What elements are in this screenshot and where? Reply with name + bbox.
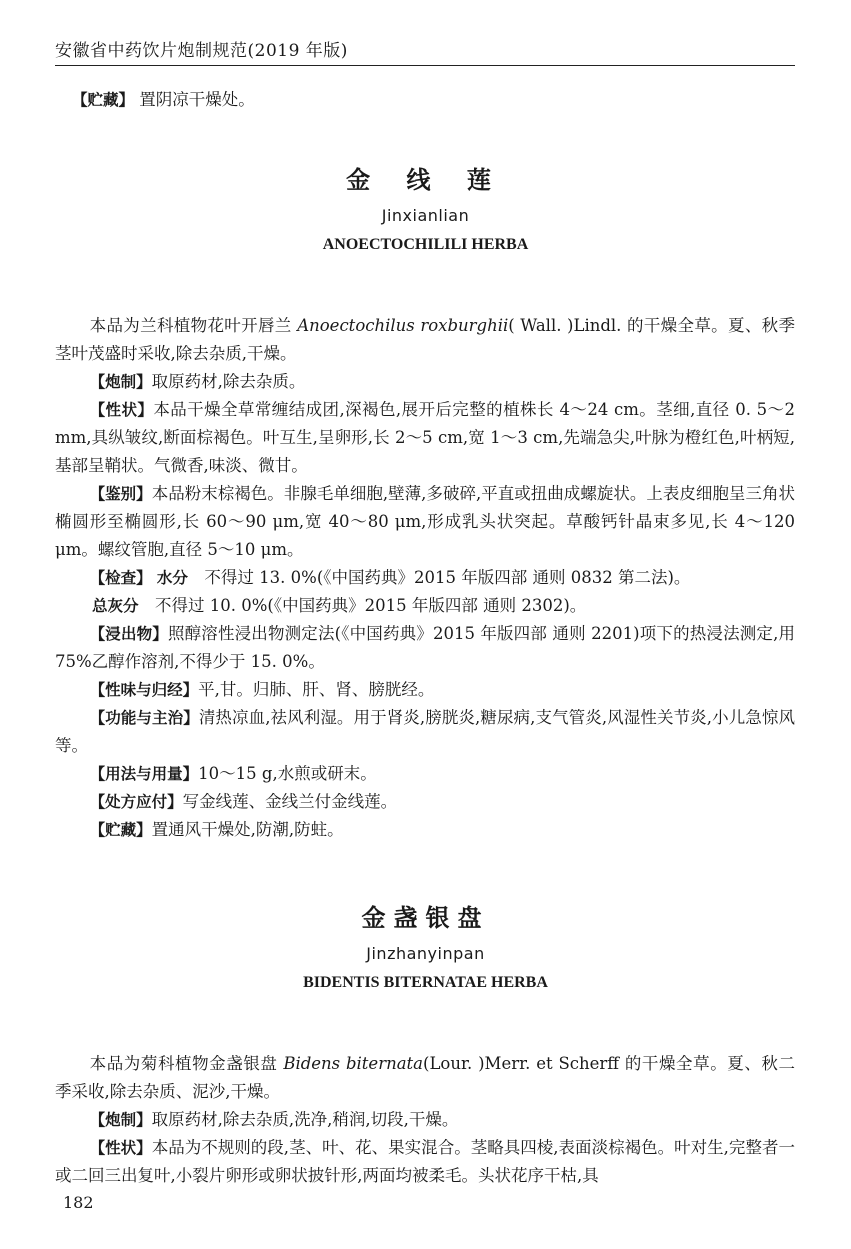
storage-paragraph <box>55 816 795 844</box>
section-label: 【性状】 <box>89 401 154 419</box>
character-paragraph <box>55 1134 795 1190</box>
entry-latin-name: BIDENTIS BITERNATAE HERBA <box>303 974 548 991</box>
extract-paragraph <box>55 620 795 676</box>
intro-text-a: 本品为兰科植物花叶开唇兰 <box>89 316 298 335</box>
entry-intro <box>55 1050 795 1106</box>
processing-paragraph <box>55 368 795 396</box>
storage-paragraph-top <box>72 86 812 114</box>
ash-paragraph <box>92 592 795 620</box>
species-name: Anoectochilus roxburghii <box>297 316 509 335</box>
section-label: 【贮藏】 <box>72 91 135 109</box>
entry-title: 金 线 莲 <box>346 166 505 194</box>
entry-pinyin: Jinzhanyinpan <box>366 944 485 963</box>
section-label: 【功能与主治】 <box>89 709 199 727</box>
entry-title: 金盏银盘 <box>361 904 490 932</box>
section-text: 置通风干燥处,防潮,防蛀。 <box>151 820 344 839</box>
dosage-paragraph <box>55 760 795 788</box>
entry-intro <box>55 312 795 368</box>
identification-paragraph <box>55 480 795 564</box>
section-text: 本品粉末棕褐色。非腺毛单细胞,壁薄,多破碎,平直或扭曲成螺旋状。上表皮细胞呈三角状椭圆形至椭圆形,长 60～90 μm,宽 40～80 μm,形成乳头状突起。草酸钙针晶束多见,长 4～120 μm。螺纹管胞,直径 5～10 μm。 <box>55 484 795 559</box>
header-rule <box>55 65 795 66</box>
entry-latin-name: ANOECTOCHILILI HERBA <box>322 236 529 253</box>
section-label: 【炮制】 <box>89 373 152 391</box>
section-label: 【浸出物】 <box>89 625 168 643</box>
character-paragraph <box>55 396 795 480</box>
section-text: 置阴凉干燥处。 <box>139 90 255 109</box>
section-text: 取原药材,除去杂质。 <box>151 372 306 391</box>
section-label: 【炮制】 <box>89 1111 152 1129</box>
section-text: 取原药材,除去杂质,洗净,稍润,切段,干燥。 <box>151 1110 459 1129</box>
section-label: 【性味与归经】 <box>89 681 199 699</box>
section-label: 【用法与用量】 <box>89 765 199 783</box>
section-label: 【检查】 <box>89 569 152 587</box>
species-name: Bidens biternata <box>283 1054 424 1073</box>
subsection-label: 水分 <box>156 569 188 587</box>
nature-paragraph <box>55 676 795 704</box>
section-text: 本品为不规则的段,茎、叶、花、果实混合。茎略具四棱,表面淡棕褐色。叶对生,完整者一或二回三出复叶,小裂片卵形或卵状披针形,两面均被柔毛。头状花序干枯,具 <box>55 1138 795 1185</box>
page-number: 182 <box>63 1193 94 1212</box>
section-text: 不得过 13. 0%(《中国药典》2015 年版四部 通则 0832 第二法)。 <box>204 568 691 587</box>
section-text: 平,甘。归肺、肝、肾、膀胱经。 <box>198 680 435 699</box>
section-text: 10～15 g,水煎或研末。 <box>198 764 377 783</box>
section-label: 【性状】 <box>89 1139 152 1157</box>
intro-text-b: ( Wall. )Lindl. 的干燥全草。夏、秋季茎叶茂盛时采收,除去杂质,干燥。 <box>55 316 795 363</box>
inspection-paragraph <box>55 564 795 592</box>
section-text: 不得过 10. 0%(《中国药典》2015 年版四部 通则 2302)。 <box>155 596 587 615</box>
processing-paragraph <box>55 1106 795 1134</box>
prescription-paragraph <box>55 788 795 816</box>
intro-text-b: (Lour. )Merr. et Scherff 的干燥全草。夏、秋二季采收,除去杂质、泥沙,干燥。 <box>55 1054 796 1101</box>
section-label: 【处方应付】 <box>89 793 183 811</box>
entry-pinyin: Jinxianlian <box>381 206 470 225</box>
section-label: 【贮藏】 <box>89 821 152 839</box>
function-paragraph <box>55 704 795 760</box>
section-text: 照醇溶性浸出物测定法(《中国药典》2015 年版四部 通则 2201)项下的热浸法测定,用 75%乙醇作溶剂,不得少于 15. 0%。 <box>55 624 795 671</box>
subsection-label: 总灰分 <box>92 597 139 615</box>
section-text: 写金线莲、金线兰付金线莲。 <box>182 792 398 811</box>
section-text: 清热凉血,祛风利湿。用于肾炎,膀胱炎,糖尿病,支气管炎,风湿性关节炎,小儿急惊风等。 <box>55 708 795 755</box>
section-label: 【鉴别】 <box>89 485 152 503</box>
section-text: 本品干燥全草常缠结成团,深褐色,展开后完整的植株长 4～24 cm。茎细,直径 0. 5～2 mm,具纵皱纹,断面棕褐色。叶互生,呈卵形,长 2～5 cm,宽 1～3 cm,先端急尖,叶脉为橙红色,叶柄短,基部呈鞘状。气微香,味淡、微甘。 <box>55 400 795 475</box>
intro-text-a: 本品为菊科植物金盏银盘 <box>89 1054 284 1073</box>
running-header: 安徽省中药饮片炮制规范(2019 年版) <box>55 41 348 61</box>
